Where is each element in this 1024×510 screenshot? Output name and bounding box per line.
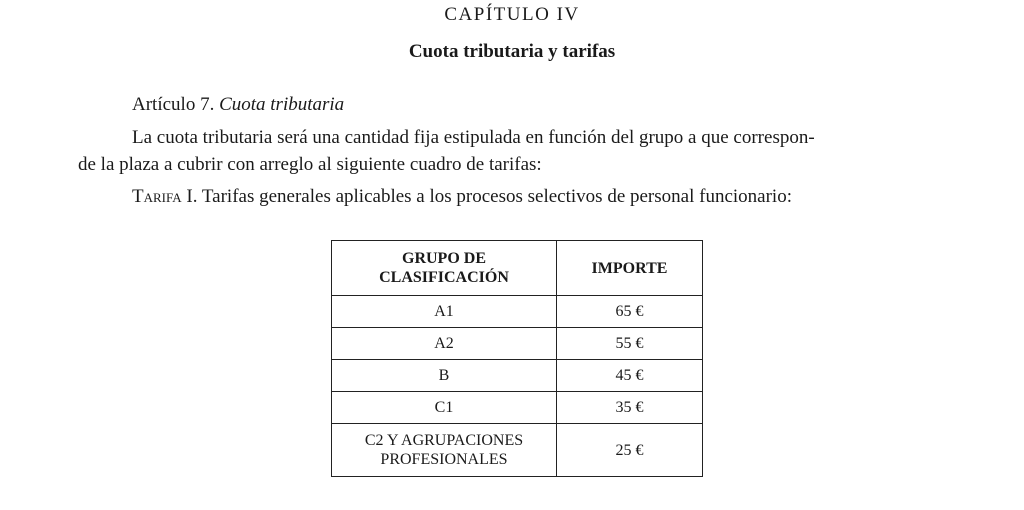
- table-row: [332, 424, 703, 477]
- article-number: Artículo 7.: [132, 94, 215, 115]
- table-row: [332, 392, 703, 424]
- tarifa-label: Tarifa: [132, 186, 182, 207]
- cell-group: A2: [332, 328, 557, 360]
- cell-group: B: [332, 360, 557, 392]
- chapter-title: CAPÍTULO IV: [444, 4, 580, 25]
- table-row: [332, 360, 703, 392]
- cell-group: [332, 424, 557, 477]
- cell-group: C1: [332, 392, 557, 424]
- table-row: [332, 296, 703, 328]
- section-heading: Cuota tributaria y tarifas: [408, 41, 616, 62]
- header-group-line-1: GRUPO DE: [402, 250, 486, 267]
- cell-amount: 55 €: [557, 328, 703, 360]
- header-group: [332, 241, 557, 296]
- tarifa-text: I. Tarifas generales aplicables a los procesos selectivos de personal funcionario:: [181, 186, 792, 207]
- header-amount: IMPORTE: [557, 241, 703, 296]
- fees-table: [331, 240, 703, 477]
- article-paragraph: [78, 124, 958, 178]
- cell-amount: 45 €: [557, 360, 703, 392]
- cell-amount: 35 €: [557, 392, 703, 424]
- table-header-row: [332, 241, 703, 296]
- cell-group-line-1: C2 Y AGRUPACIONES: [364, 432, 524, 449]
- cell-group: A1: [332, 296, 557, 328]
- tarifa-line: [132, 186, 792, 208]
- header-group-line-2: CLASIFICACIÓN: [379, 269, 509, 286]
- article-title: Cuota tributaria: [219, 94, 345, 115]
- cell-amount: 25 €: [557, 424, 703, 477]
- table-row: [332, 328, 703, 360]
- paragraph-line-1: La cuota tributaria será una cantidad fija estipulada en función del grupo a que correspon-: [132, 127, 815, 148]
- cell-group-line-2: PROFESIONALES: [380, 451, 508, 468]
- cell-amount: 65 €: [557, 296, 703, 328]
- paragraph-line-2: de la plaza a cubrir con arreglo al siguiente cuadro de tarifas:: [78, 154, 542, 175]
- article-heading: [132, 94, 344, 116]
